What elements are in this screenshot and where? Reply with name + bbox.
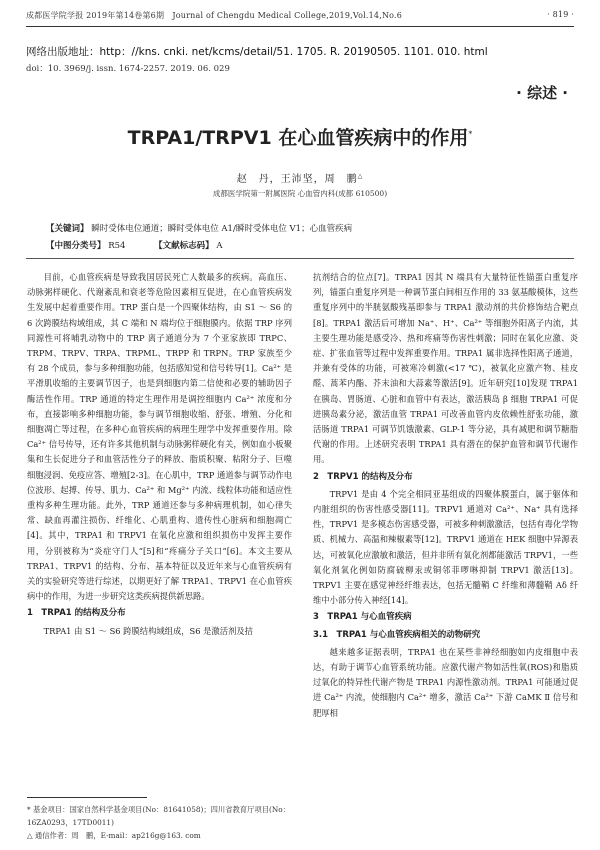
section-heading-1: 1 TRPA1 的结构及分布	[27, 608, 126, 619]
author-names: 赵 丹，王沛坚，周 鹏	[236, 174, 358, 185]
left-column	[27, 270, 292, 639]
intro-paragraph: 目前，心血管疾病是导致我国居民死亡人数最多的疾病。高血压、动脉粥样硬化、代谢紊乱和衰老等危险因素相互促进，在心血管疾病发生发展中起着重要作用。TRP 蛋白是一个四聚体结构，由 S1 ～ S6 的 6 次跨膜结构域组成，其 C 端和 N 端均位于细胞膜内。依据 TRP 序列同源性可将哺乳动物中的 TRP 离子通道分为 7 个亚家族即 TRPC、TRPM、TRPV、TRPA、TRPML、TRPP 和 TRPN。TRP 家族至少有 28 个成员，参与多种细胞功能，包括感知觉和信号转导[1]。Ca²⁺ 是平滑肌收缩的主要调节因子，也是到细胞内第二信使和必要的辅助因子酶活性作用。TRP 通道的特定生理作用是调控细胞内 Ca²⁺ 浓度和分布，直接影响多种细胞功能，参与调节细胞收缩、舒张、增殖、分化和细胞凋亡等过程，在多种心血管疾病的病理生理学中发挥重要作用。除 Ca²⁺ 信号传导，还有许多其他机制与动脉粥样硬化有关，例如血小板聚集和生长促进分子和血管活性分子的释放、脂质积聚、粘附分子、巨噬细胞浸润、免疫应答、增殖[2-3]。在心肌中，TRP 通道参与调节动作电位波形、起搏、传导、肌力、Ca²⁺ 和 Mg²⁺ 内流、线粒体功能和适应性重构多种生理功能。此外，TRP 通道还参与多种病理机制，如心律失常、缺血再灌注损伤、纤维化、心肌重构、遗传性心脏病和细胞凋亡[4]。其中，TRPA1 和 TRPV1 在氧化应激和组织损伤中发挥主要作用，分别被称为“炎症守门人”[5]和“疼痛分子关口”[6]。本文主要从 TRPA1、TRPV1 的结构、分布、基本特征以及近年来与心血管疾病有关的实验研究等进行综述，以期更好了解 TRPA1、TRPV1 在心血管疾病中的作用，为进一步研究这类疾病提供新思路。	[27, 272, 292, 602]
title-text: TRPA1/TRPV1 在心血管疾病中的作用	[127, 127, 469, 149]
trpv1-structure-paragraph: TRPV1 是由 4 个完全相同亚基组成的四聚体膜蛋白，属于躯体和内脏组织的伤害性感受器[11]。TRPV1 通道对 Ca²⁺、Na⁺ 具有选择性，TRPV1 是多模态伤害感受器，可被多种刺激激活，包括有毒化学物质、机械力、高温和辣椒素等[12]。TRPV1 通道在 HEK 细胞中异源表达，可被氧化应激敏和激活，但并非所有氧化剂都能激活 TRPV1，一些氧化剂氧化例如防腐硫柳汞或铜邻菲啰啉抑制 TRPV1 激活[13]。TRPV1 主要在感觉神经纤维表达，包括无髓鞘 C 纤维和薄髓鞘 Aδ 纤维中小部分传入神经[14]。	[313, 488, 578, 606]
corresponding-mark: △	[357, 172, 364, 180]
section-label: · 综述 ·	[516, 84, 568, 102]
doc-code-label: 【文献标志码】	[154, 241, 214, 251]
section-heading-3-1: 3.1 TRPA1 与心血管疾病相关的动物研究	[313, 629, 481, 640]
keywords	[46, 222, 352, 234]
journal-header: 成都医学院学报 2019年第14卷第6期 Journal of Chengdu Medical College,2019,Vol.14,No.6	[26, 11, 403, 20]
title-footnote-mark: *	[468, 129, 473, 139]
contact-note: △ 通信作者：周 鹏，E-mail：ap216g@163. com	[27, 831, 201, 840]
footnotes	[27, 803, 292, 842]
animal-study-paragraph: 越来越多证据表明，TRPA1 也在某些非神经细胞如内皮细胞中表达，有助于调节心血管系统功能。应激代谢产物如活性氧(ROS)和脂质过氧化的特异性代谢产物是 TRPA1 内源性激动剂。TRPA1 可能通过促进 Ca²⁺ 内流，使细胞内 Ca²⁺ 增多，激活 Ca²⁺ 下游 CaMK Ⅱ 信号和肥厚相	[313, 646, 578, 718]
article-title	[0, 123, 600, 150]
publication-address[interactable]: 网络出版地址：http：//kns. cnki. net/kcms/detail/51. 1705. R. 20190505. 1101. 010. html	[26, 46, 488, 58]
page-number: · 819 ·	[547, 10, 574, 19]
section-heading-3: 3 TRPA1 与心血管疾病	[313, 612, 412, 623]
header-rule	[26, 26, 574, 27]
footnote-rule	[27, 797, 147, 798]
section-heading-2: 2 TRPV1 的结构及分布	[313, 471, 413, 482]
running-header	[26, 10, 574, 21]
classification	[46, 239, 223, 251]
affiliation: 成都医学院第一附属医院 心血管内科(成都 610500)	[212, 189, 388, 198]
doc-code: A	[216, 241, 223, 251]
keywords-text: 瞬时受体电位通道；瞬时受体电位 A1/瞬时受体电位 V1；心血管疾病	[91, 224, 353, 234]
right-column	[313, 270, 578, 721]
keywords-rule	[26, 258, 574, 259]
keywords-label: 【关键词】	[46, 224, 89, 234]
fund-note: * 基金项目：国家自然科学基金项目(No：81641058)；四川省教育厅项目(No：16ZA0293，17TD0011)	[27, 805, 290, 827]
clc-label: 【中图分类号】	[46, 241, 106, 251]
authors	[0, 170, 600, 185]
clc-code: R54	[108, 241, 126, 251]
trpa1-function-paragraph: 抗剂结合的位点[7]。TRPA1 因其 N 端具有大量特征性锚蛋白重复序列，锚蛋白重复序列是一种调节蛋白间相互作用的 33 氨基酸模体，这些重复序列中的半胱氨酸残基即参与 TRPA1 激动剂的共价修饰结合靶点[8]。TRPA1 激活后可增加 Na⁺、H⁺、Ca²⁺ 等细胞外阳离子内流，其主要生理功能是感受冷、热和疼痛等伤害性刺激；同时在氧化应激、炎症、扩张血管等过程中发挥重要作用。TRPA1 属非选择性阳离子通道，并兼有受体的功能，可被寒冷刺激(<17 ℃)，被氧化应激产物、桂皮醛、蒿苯内酯、芥末油和大蒜素等激活[9]。近年研究[10]发现 TRPA1 在胰岛、胃肠道、心脏和血管中有表达，激活胰岛 β 细胞 TRPA1 可促进胰岛素分泌，激活血管 TRPA1 可改善血管内皮依赖性舒张功能，激活肠道 TRPA1 可调节饥饿激素、GLP-1 等分泌，具有减肥和调节糖脂代谢的作用。上述研究表明 TRPA1 具有潜在的保护血管和调节代谢作用。	[313, 272, 578, 465]
doi[interactable]: doi：10. 3969/j. issn. 1674-2257. 2019. 06. 029	[26, 64, 230, 74]
trpa1-structure-paragraph: TRPA1 由 S1 ～ S6 跨膜结构域组成，S6 是激活剂及拮	[43, 625, 253, 636]
